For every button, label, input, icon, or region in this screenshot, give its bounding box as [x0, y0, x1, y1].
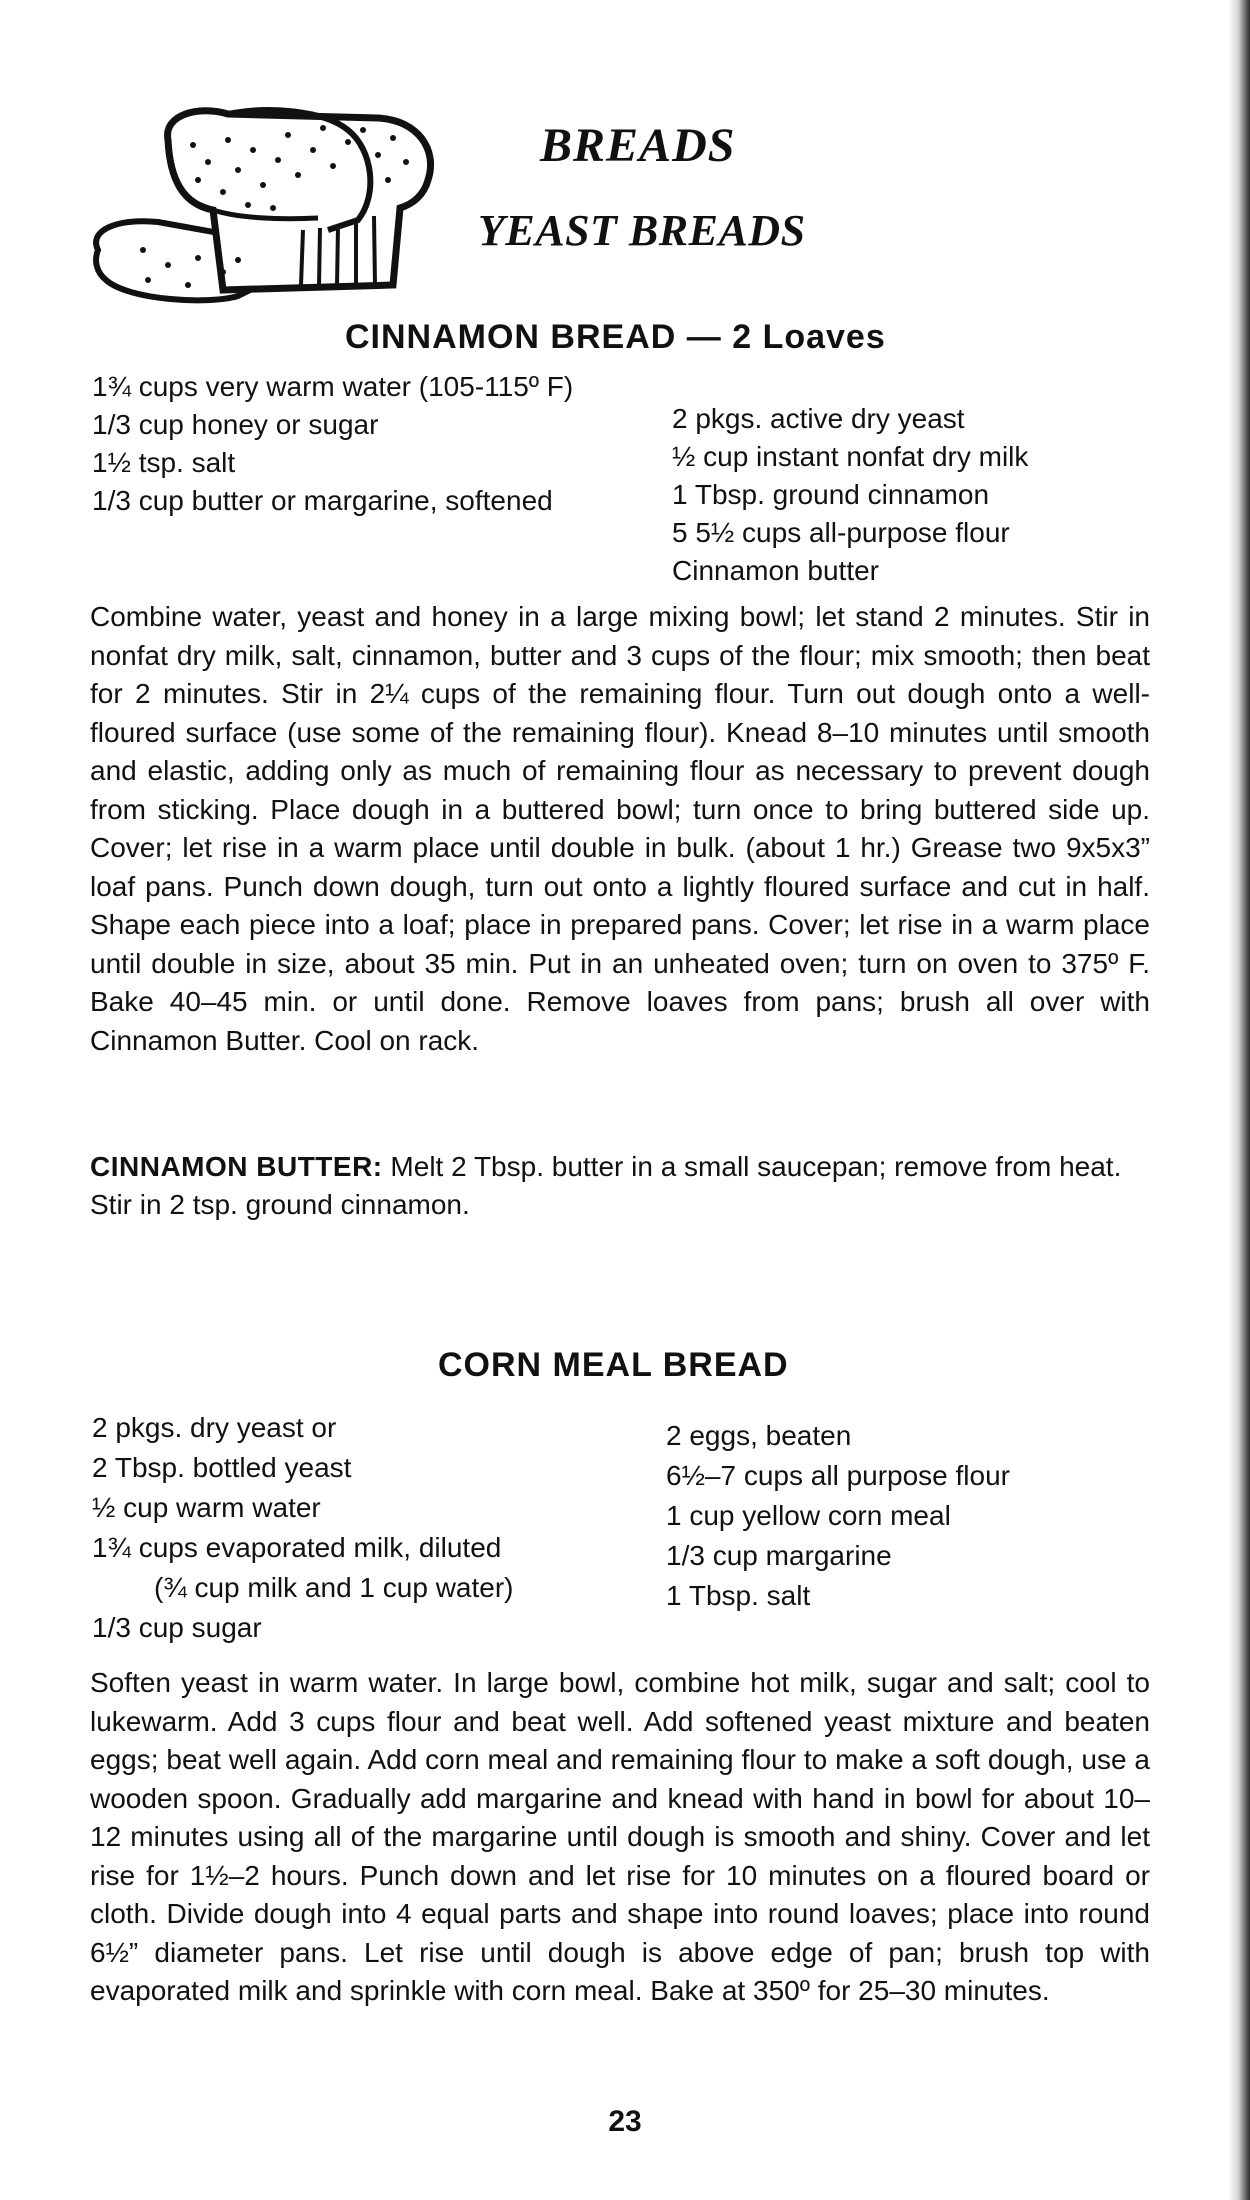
ingredient-line: 1/3 cup butter or margarine, softened — [92, 485, 553, 516]
ingredient-line: (¾ cup milk and 1 cup water) — [154, 1572, 514, 1603]
instructions-corn-meal-bread: Soften yeast in warm water. In large bowl, combine hot milk, sugar and salt; cool to lukewarm. Add 3 cups flour and beat well. Add softened yeast mixture and beaten eggs; beat well again. Add corn meal and remaining flour to make a soft dough, use a wooden spoon. Gradually add margarine and knead with hand in bowl for about 10–12 minutes using all of the margarine until dough is smooth and shiny. Cover and let rise for 1½–2 hours. Punch down and let rise for 10 minutes on a floured board or cloth. Divide dough into 4 equal parts and shape into round loaves; place into round 6½” diameter pans. Let rise until dough is above edge of pan; brush top with evaporated milk and sprinkle with corn meal. Bake at 350º for 25–30 minutes. — [90, 1667, 1150, 2006]
ingredient-line: 1/3 cup sugar — [92, 1612, 262, 1643]
ingredient-line: 2 pkgs. dry yeast or — [92, 1412, 337, 1443]
ingredient-line: 2 Tbsp. bottled yeast — [92, 1452, 352, 1483]
ingredient-line: 1 cup yellow corn meal — [666, 1500, 951, 1531]
recipe-title-cinnamon-bread: CINNAMON BREAD — 2 Loaves — [345, 318, 886, 356]
cinnamon-butter-note — [90, 1148, 1150, 1224]
sub-title: YEAST BREADS — [478, 206, 806, 255]
note-text: Melt 2 Tbsp. butter in a small saucepan; remove from heat. Stir in 2 tsp. ground cinnamon. — [90, 1151, 1122, 1220]
note-lead: CINNAMON BUTTER: — [90, 1151, 383, 1182]
ingredient-line: 1½ tsp. salt — [92, 447, 236, 478]
ingredient-line: 1/3 cup honey or sugar — [92, 409, 379, 440]
ingredients-right-cinnamon — [672, 400, 1028, 590]
ingredient-line: ½ cup instant nonfat dry milk — [672, 441, 1029, 472]
ingredients-right-corn-meal — [666, 1416, 1010, 1616]
ingredient-line: 2 eggs, beaten — [666, 1420, 852, 1451]
ingredient-line: 1 Tbsp. salt — [666, 1580, 811, 1611]
ingredient-line: 1/3 cup margarine — [666, 1540, 892, 1571]
instructions-cinnamon-bread: Combine water, yeast and honey in a large mixing bowl; let stand 2 minutes. Stir in nonfat dry milk, salt, cinnamon, butter and 3 cups of the flour; mix smooth; then beat for 2 minutes. Stir in 2¼ cups of the remaining flour. Turn out dough onto a well-floured surface (use some of the remaining flour). Knead 8–10 minutes until smooth and elastic, adding only as much of remaining flour as necessary to prevent dough from sticking. Place dough in a buttered bowl; turn once to bring buttered side up. Cover; let rise in a warm place until double in bulk. (about 1 hr.) Grease two 9x5x3” loaf pans. Punch down dough, turn out onto a lightly floured surface and cut in half. Shape each piece into a loaf; place in prepared pans. Cover; let rise in a warm place until double in size, about 35 min. Put in an unheated oven; turn on oven to 375º F. Bake 40–45 min. or until done. Remove loaves from pans; brush all over with Cinnamon Butter. Cool on rack. — [90, 601, 1150, 1056]
ingredient-line: 1¾ cups very warm water (105-115º F) — [92, 371, 574, 402]
ingredient-line: Cinnamon butter — [672, 555, 880, 586]
bread-loaf-icon — [88, 100, 458, 320]
recipe-title-corn-meal-bread: CORN MEAL BREAD — [438, 1346, 789, 1384]
section-title: BREADS — [540, 119, 736, 172]
ingredients-left-corn-meal — [92, 1408, 514, 1648]
ingredient-line: 1¾ cups evaporated milk, diluted — [92, 1532, 502, 1563]
page-number: 23 — [608, 2105, 642, 2138]
ingredients-left-cinnamon — [92, 368, 573, 520]
page-edge-shadow — [1228, 0, 1250, 2200]
ingredient-line: ½ cup warm water — [92, 1492, 321, 1523]
ingredient-line: 2 pkgs. active dry yeast — [672, 403, 965, 434]
ingredient-line: 5 5½ cups all-purpose flour — [672, 517, 1010, 548]
ingredient-line: 1 Tbsp. ground cinnamon — [672, 479, 990, 510]
ingredient-line: 6½–7 cups all purpose flour — [666, 1460, 1010, 1491]
